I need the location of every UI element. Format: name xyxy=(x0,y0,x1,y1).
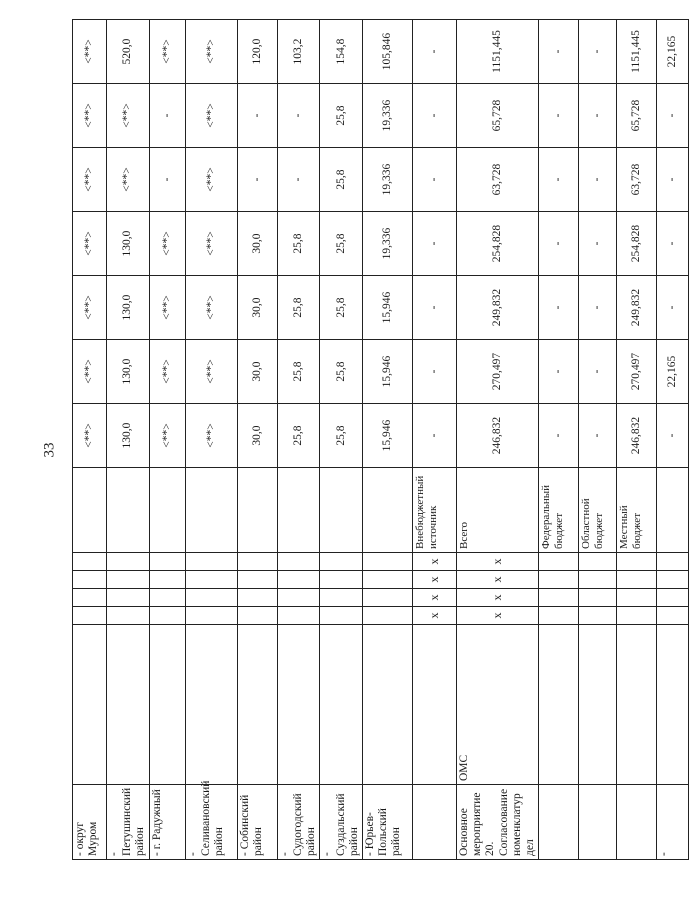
row-name-cell: - Суздальский район xyxy=(320,785,363,860)
year-value-cell: - xyxy=(412,404,456,468)
marker-cell: x xyxy=(456,589,538,607)
table-body xyxy=(73,20,689,860)
year-value-cell: 19,336 xyxy=(362,212,412,276)
marker-cell xyxy=(539,571,579,589)
marker-cell: x xyxy=(412,553,456,571)
year-value-cell: <**> xyxy=(107,84,150,148)
year-value-cell: - xyxy=(657,148,689,212)
year-value-cell: - xyxy=(237,84,277,148)
funding-source-cell: Всего xyxy=(456,468,538,553)
year-value-cell: <**> xyxy=(185,404,237,468)
marker-cell xyxy=(185,607,237,625)
row-name-cell: Основное мероприятие 20. Согласование номенклатур дел xyxy=(456,785,538,860)
total-value-cell: 22,165 xyxy=(657,20,689,84)
year-value-cell: - xyxy=(412,276,456,340)
rotated-table-viewport xyxy=(72,20,679,860)
responsible-org-cell xyxy=(277,625,320,785)
year-value-cell: <**> xyxy=(185,84,237,148)
funding-source-cell xyxy=(362,468,412,553)
responsible-org-cell xyxy=(149,625,185,785)
year-value-cell: 30,0 xyxy=(237,276,277,340)
year-value-cell: - xyxy=(412,212,456,276)
marker-cell xyxy=(73,607,107,625)
funding-source-cell: Областной бюджет xyxy=(579,468,617,553)
table-row xyxy=(185,20,237,860)
year-value-cell: - xyxy=(237,148,277,212)
marker-cell: x xyxy=(456,607,538,625)
marker-cell xyxy=(657,571,689,589)
total-value-cell: 1151,445 xyxy=(617,20,657,84)
year-value-cell: 246,832 xyxy=(456,404,538,468)
marker-cell: x xyxy=(412,571,456,589)
year-value-cell: - xyxy=(149,148,185,212)
row-name-cell: - округ Муром xyxy=(73,785,107,860)
total-value-cell: - xyxy=(579,20,617,84)
year-value-cell: 25,8 xyxy=(320,84,363,148)
funding-source-cell xyxy=(237,468,277,553)
marker-cell: x xyxy=(412,607,456,625)
marker-cell xyxy=(107,571,150,589)
total-value-cell: 154,8 xyxy=(320,20,363,84)
funding-source-cell: Местный бюджет xyxy=(617,468,657,553)
year-value-cell: 130,0 xyxy=(107,212,150,276)
year-value-cell: 65,728 xyxy=(456,84,538,148)
year-value-cell: <**> xyxy=(149,340,185,404)
row-name-cell: - Петушинский район xyxy=(107,785,150,860)
year-value-cell: - xyxy=(657,404,689,468)
table-row xyxy=(539,20,579,860)
row-name-cell xyxy=(539,785,579,860)
marker-cell xyxy=(579,607,617,625)
total-value-cell: <**> xyxy=(149,20,185,84)
row-name-cell xyxy=(579,785,617,860)
year-value-cell: 249,832 xyxy=(617,276,657,340)
year-value-cell: - xyxy=(579,340,617,404)
rotated-table-container xyxy=(72,20,679,860)
year-value-cell: - xyxy=(539,84,579,148)
marker-cell xyxy=(185,553,237,571)
year-value-cell: <**> xyxy=(73,276,107,340)
marker-cell xyxy=(362,607,412,625)
year-value-cell: 65,728 xyxy=(617,84,657,148)
year-value-cell: 30,0 xyxy=(237,340,277,404)
marker-cell xyxy=(237,571,277,589)
year-value-cell: 25,8 xyxy=(320,212,363,276)
year-value-cell: <**> xyxy=(185,276,237,340)
marker-cell xyxy=(237,553,277,571)
year-value-cell: 63,728 xyxy=(456,148,538,212)
table-row xyxy=(107,20,150,860)
marker-cell xyxy=(149,553,185,571)
marker-cell xyxy=(185,571,237,589)
responsible-org-cell xyxy=(362,625,412,785)
funding-source-cell xyxy=(149,468,185,553)
year-value-cell: 19,336 xyxy=(362,148,412,212)
marker-cell xyxy=(362,571,412,589)
marker-cell xyxy=(237,589,277,607)
year-value-cell: <**> xyxy=(185,340,237,404)
row-name-cell xyxy=(412,785,456,860)
table-row xyxy=(237,20,277,860)
total-value-cell: <**> xyxy=(185,20,237,84)
year-value-cell: - xyxy=(579,212,617,276)
year-value-cell: 254,828 xyxy=(617,212,657,276)
funding-source-cell xyxy=(73,468,107,553)
total-value-cell: 1151,445 xyxy=(456,20,538,84)
total-value-cell: - xyxy=(539,20,579,84)
responsible-org-cell xyxy=(617,625,657,785)
row-name-cell: - Судогодский район xyxy=(277,785,320,860)
year-value-cell: - xyxy=(539,340,579,404)
year-value-cell: - xyxy=(579,148,617,212)
year-value-cell: 63,728 xyxy=(617,148,657,212)
row-name-cell: - Собинский район xyxy=(237,785,277,860)
year-value-cell: <**> xyxy=(73,148,107,212)
marker-cell xyxy=(320,589,363,607)
table-row xyxy=(320,20,363,860)
funding-source-cell: Федеральный бюджет xyxy=(539,468,579,553)
marker-cell xyxy=(579,553,617,571)
funding-source-cell xyxy=(657,468,689,553)
year-value-cell: <**> xyxy=(107,148,150,212)
year-value-cell: 25,8 xyxy=(320,404,363,468)
row-name-cell: - xyxy=(657,785,689,860)
year-value-cell: - xyxy=(277,84,320,148)
year-value-cell: 30,0 xyxy=(237,212,277,276)
funding-source-cell xyxy=(320,468,363,553)
budget-table xyxy=(72,19,689,860)
row-name-cell: - г. Радужный xyxy=(149,785,185,860)
year-value-cell: - xyxy=(579,276,617,340)
year-value-cell: <**> xyxy=(149,404,185,468)
year-value-cell: 270,497 xyxy=(617,340,657,404)
total-value-cell: <**> xyxy=(73,20,107,84)
marker-cell xyxy=(657,589,689,607)
responsible-org-cell xyxy=(320,625,363,785)
marker-cell xyxy=(579,571,617,589)
marker-cell xyxy=(149,607,185,625)
table-row xyxy=(362,20,412,860)
year-value-cell: 22,165 xyxy=(657,340,689,404)
marker-cell xyxy=(617,571,657,589)
year-value-cell: <**> xyxy=(185,148,237,212)
year-value-cell: 25,8 xyxy=(277,340,320,404)
total-value-cell: 103,2 xyxy=(277,20,320,84)
marker-cell xyxy=(539,607,579,625)
marker-cell xyxy=(149,589,185,607)
year-value-cell: 246,832 xyxy=(617,404,657,468)
marker-cell xyxy=(617,553,657,571)
marker-cell xyxy=(657,553,689,571)
marker-cell xyxy=(277,571,320,589)
marker-cell xyxy=(185,589,237,607)
marker-cell xyxy=(73,571,107,589)
row-name-cell xyxy=(617,785,657,860)
marker-cell xyxy=(277,589,320,607)
year-value-cell: 15,946 xyxy=(362,340,412,404)
marker-cell xyxy=(579,589,617,607)
responsible-org-cell xyxy=(185,625,237,785)
year-value-cell: <**> xyxy=(73,84,107,148)
total-value-cell: 120,0 xyxy=(237,20,277,84)
marker-cell xyxy=(320,553,363,571)
total-value-cell: 105,846 xyxy=(362,20,412,84)
marker-cell xyxy=(149,571,185,589)
funding-source-cell xyxy=(185,468,237,553)
year-value-cell: 254,828 xyxy=(456,212,538,276)
year-value-cell: <**> xyxy=(73,340,107,404)
marker-cell xyxy=(107,589,150,607)
year-value-cell: - xyxy=(539,404,579,468)
table-row xyxy=(412,20,456,860)
responsible-org-cell xyxy=(579,625,617,785)
year-value-cell: <**> xyxy=(73,212,107,276)
funding-source-cell: Внебюджетный источник xyxy=(412,468,456,553)
table-row xyxy=(277,20,320,860)
year-value-cell: 19,336 xyxy=(362,84,412,148)
year-value-cell: 249,832 xyxy=(456,276,538,340)
year-value-cell: - xyxy=(657,212,689,276)
marker-cell: x xyxy=(456,571,538,589)
table-row xyxy=(579,20,617,860)
marker-cell xyxy=(277,607,320,625)
year-value-cell: 15,946 xyxy=(362,276,412,340)
year-value-cell: 130,0 xyxy=(107,340,150,404)
marker-cell: x xyxy=(412,589,456,607)
marker-cell xyxy=(539,553,579,571)
marker-cell xyxy=(73,553,107,571)
marker-cell xyxy=(362,553,412,571)
table-row xyxy=(149,20,185,860)
table-row xyxy=(73,20,107,860)
responsible-org-cell xyxy=(73,625,107,785)
row-name-cell: - Селивановский район xyxy=(185,785,237,860)
year-value-cell: - xyxy=(579,84,617,148)
row-name-cell: - Юрьев-Польский район xyxy=(362,785,412,860)
responsible-org-cell xyxy=(657,625,689,785)
marker-cell xyxy=(320,571,363,589)
year-value-cell: 25,8 xyxy=(320,340,363,404)
year-value-cell: - xyxy=(412,84,456,148)
table-row xyxy=(617,20,657,860)
marker-cell xyxy=(73,589,107,607)
year-value-cell: - xyxy=(539,212,579,276)
year-value-cell: 15,946 xyxy=(362,404,412,468)
marker-cell xyxy=(362,589,412,607)
year-value-cell: 25,8 xyxy=(277,404,320,468)
year-value-cell: - xyxy=(412,148,456,212)
marker-cell xyxy=(539,589,579,607)
funding-source-cell xyxy=(277,468,320,553)
year-value-cell: - xyxy=(277,148,320,212)
year-value-cell: - xyxy=(539,276,579,340)
year-value-cell: - xyxy=(657,276,689,340)
responsible-org-cell: ОМС xyxy=(456,625,538,785)
marker-cell xyxy=(107,607,150,625)
page-number: 33 xyxy=(41,442,58,458)
year-value-cell: 30,0 xyxy=(237,404,277,468)
year-value-cell: <**> xyxy=(149,276,185,340)
year-value-cell: <**> xyxy=(73,404,107,468)
marker-cell xyxy=(320,607,363,625)
marker-cell: x xyxy=(456,553,538,571)
total-value-cell: - xyxy=(412,20,456,84)
year-value-cell: 25,8 xyxy=(320,148,363,212)
year-value-cell: <**> xyxy=(149,212,185,276)
marker-cell xyxy=(657,607,689,625)
responsible-org-cell xyxy=(412,625,456,785)
responsible-org-cell xyxy=(539,625,579,785)
year-value-cell: <**> xyxy=(185,212,237,276)
year-value-cell: 25,8 xyxy=(277,276,320,340)
year-value-cell: 270,497 xyxy=(456,340,538,404)
year-value-cell: 25,8 xyxy=(277,212,320,276)
year-value-cell: - xyxy=(149,84,185,148)
responsible-org-cell xyxy=(107,625,150,785)
year-value-cell: - xyxy=(657,84,689,148)
year-value-cell: - xyxy=(412,340,456,404)
marker-cell xyxy=(107,553,150,571)
marker-cell xyxy=(277,553,320,571)
year-value-cell: - xyxy=(579,404,617,468)
table-row xyxy=(657,20,689,860)
year-value-cell: 25,8 xyxy=(320,276,363,340)
marker-cell xyxy=(237,607,277,625)
year-value-cell: 130,0 xyxy=(107,404,150,468)
funding-source-cell xyxy=(107,468,150,553)
year-value-cell: - xyxy=(539,148,579,212)
marker-cell xyxy=(617,607,657,625)
responsible-org-cell xyxy=(237,625,277,785)
total-value-cell: 520,0 xyxy=(107,20,150,84)
year-value-cell: 130,0 xyxy=(107,276,150,340)
marker-cell xyxy=(617,589,657,607)
table-row xyxy=(456,20,538,860)
